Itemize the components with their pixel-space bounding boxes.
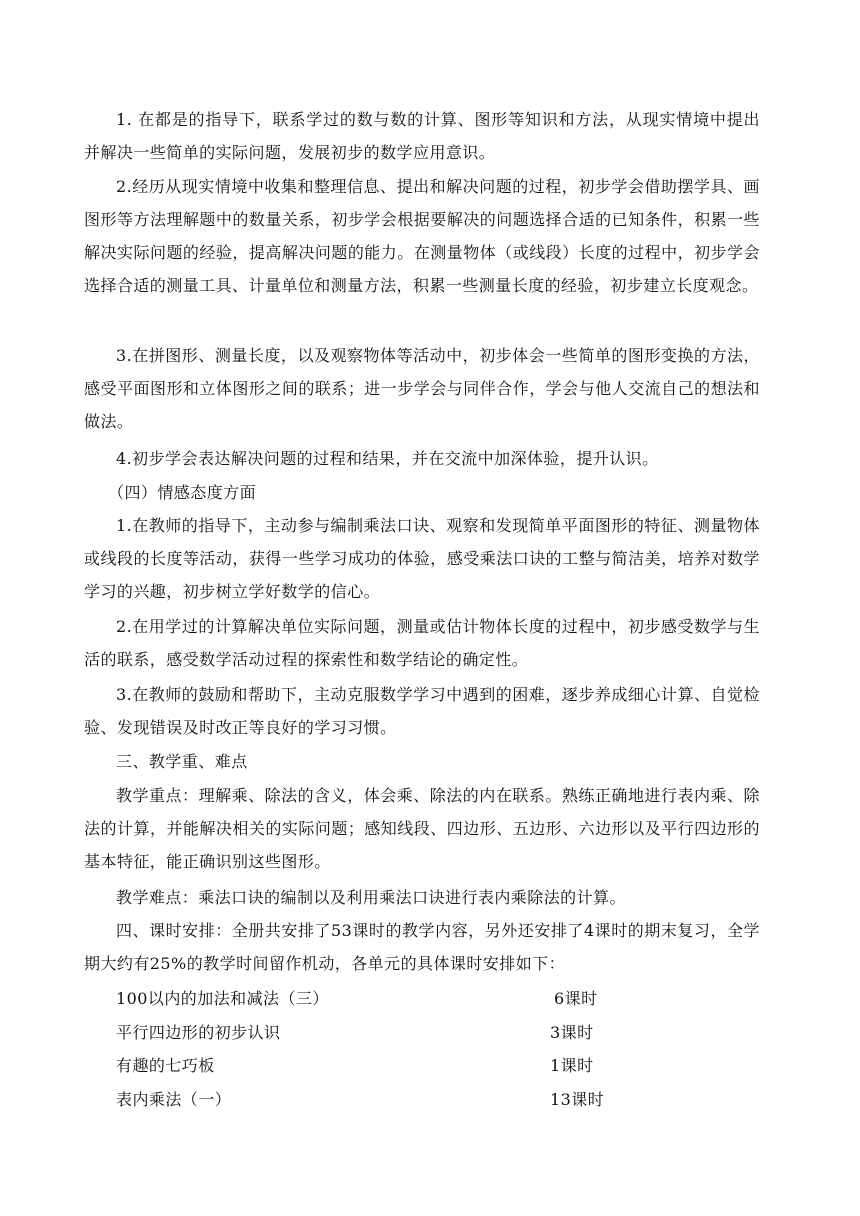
schedule-unit-name: 有趣的七巧板 (116, 1056, 215, 1075)
goal-paragraph-2: 2.经历从现实情境中收集和整理信息、提出和解决问题的过程，初步学会借助摆学具、画图形等方法理解题中的数量关系，初步学会根据要解决的问题选择合适的已知条件，积累一些解决实际问题的经验，提高解决问题的能力。在测量物体（或线段）长度的过程中，初步学会选择合适的测量工具、计量单位和测量方法，积累一些测量长度的经验，初步建立长度观念。 (84, 177, 760, 295)
schedule-unit-hours: 1课时 (550, 1056, 594, 1075)
schedule-unit-name: 100以内的加法和减法（三） (116, 989, 329, 1008)
schedule-unit-name: 表内乘法（一） (116, 1090, 232, 1109)
schedule-row (116, 1083, 636, 1116)
schedule-row (116, 1016, 636, 1049)
goal-paragraph-3: 3.在拼图形、测量长度，以及观察物体等活动中，初步体会一些简单的图形变换的方法，感受平面图形和立体图形之间的联系；进一步学会与同伴合作，学会与他人交流自己的想法和做法。 (84, 346, 760, 431)
schedule-unit-hours: 6课时 (554, 989, 598, 1008)
section-heading-attitude: （四）情感态度方面 (108, 483, 257, 502)
schedule-unit-hours: 3课时 (550, 1023, 594, 1042)
schedule-unit-name: 平行四边形的初步认识 (116, 1023, 281, 1042)
attitude-paragraph-3: 3.在教师的鼓励和帮助下，主动克服数学学习中遇到的困难，逐步养成细心计算、自觉检验、发现错误及时改正等良好的学习习惯。 (84, 685, 760, 737)
attitude-paragraph-2: 2.在用学过的计算解决单位实际问题，测量或估计物体长度的过程中，初步感受数学与生活的联系，感受数学活动过程的探索性和数学结论的确定性。 (84, 617, 760, 669)
schedule-row (116, 982, 636, 1015)
attitude-paragraph-1: 1.在教师的指导下，主动参与编制乘法口诀、观察和发现简单平面图形的特征、测量物体或线段的长度等活动，获得一些学习成功的体验，感受乘法口诀的工整与简洁美，培养对数学学习的兴趣，初步树立学好数学的信心。 (84, 516, 760, 601)
schedule-intro-paragraph: 四、课时安排：全册共安排了53课时的教学内容，另外还安排了4课时的期末复习，全学期大约有25%的教学时间留作机动，各单元的具体课时安排如下： (84, 921, 760, 973)
key-points-paragraph: 教学重点：理解乘、除法的含义，体会乘、除法的内在联系。熟练正确地进行表内乘、除法的计算，并能解决相关的实际问题；感知线段、四边形、五边形、六边形以及平行四边形的基本特征，能正确识别这些图形。 (84, 786, 760, 871)
goal-paragraph-4: 4.初步学会表达解决问题的过程和结果，并在交流中加深体验，提升认识。 (116, 449, 659, 468)
goal-paragraph-1: 1. 在都是的指导下，联系学过的数与数的计算、图形等知识和方法，从现实情境中提出并解决一些简单的实际问题，发展初步的数学应用意识。 (84, 110, 760, 162)
schedule-row (116, 1049, 636, 1082)
section-heading-key-points: 三、教学重、难点 (116, 752, 248, 771)
difficulties-paragraph: 教学难点：乘法口诀的编制以及利用乘法口诀进行表内乘除法的计算。 (116, 888, 626, 907)
schedule-unit-hours: 13课时 (550, 1090, 605, 1109)
